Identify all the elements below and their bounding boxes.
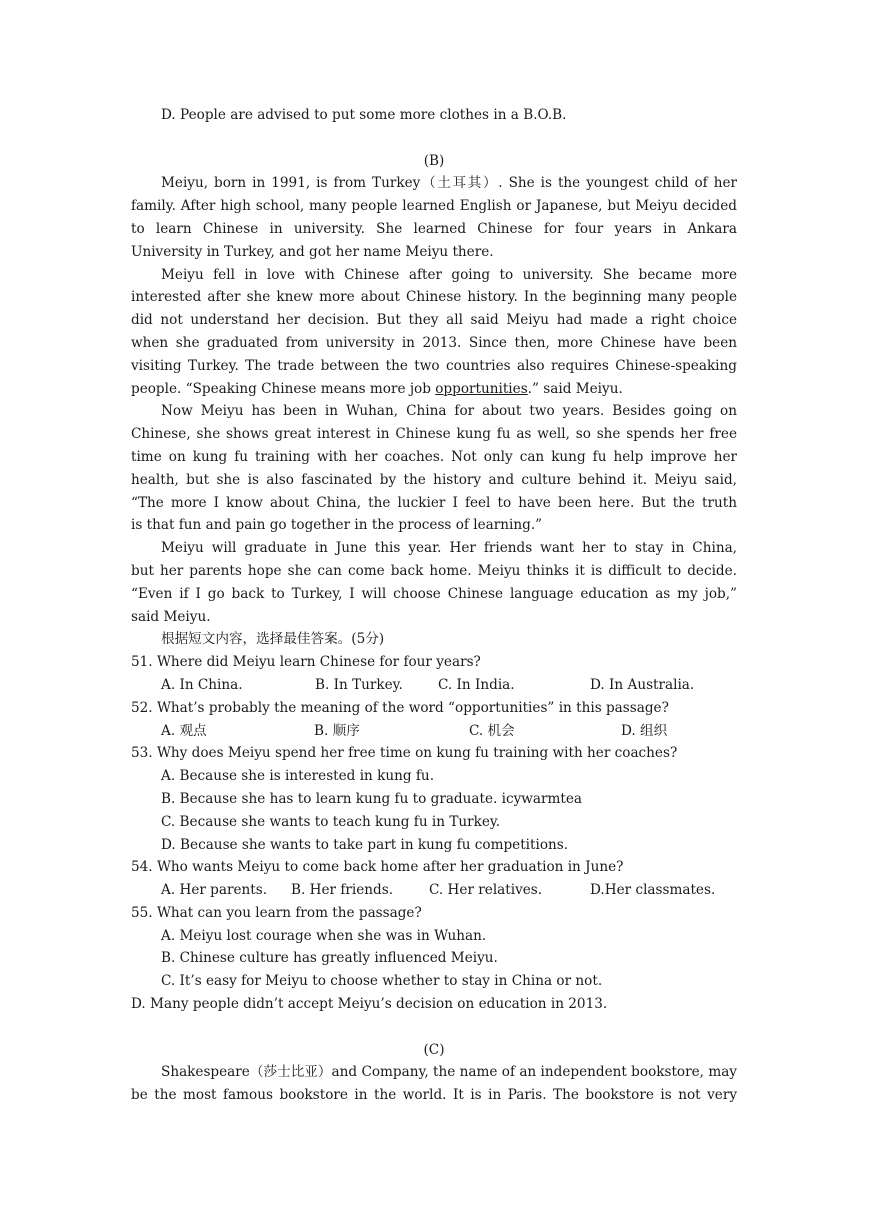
text-line: Chinese, she shows great interest in Chinese kung fu as well, so she spends her free — [131, 426, 737, 443]
option: A. Because she is interested in kung fu. — [161, 768, 435, 785]
text-line: time on kung fu training with her coaches. Not only can kung fu help improve her — [131, 448, 737, 465]
option: D. Many people didn’t accept Meiyu’s decision on education in 2013. — [131, 996, 608, 1013]
option: C. Because she wants to teach kung fu in Turkey. — [161, 813, 501, 830]
text-line: Shakespeare（莎士比亚）and Company, the name of an independent bookstore, may — [161, 1064, 737, 1081]
option: B. Chinese culture has greatly influenced Meiyu. — [161, 950, 498, 967]
section-c-label: (C) — [423, 1041, 445, 1058]
text-line: visiting Turkey. The trade between the two countries also requires Chinese-speaking — [131, 357, 737, 374]
question-options-inline — [131, 879, 737, 902]
text-segment: .” said Meiyu. — [527, 380, 623, 397]
text-line: “Even if I go back to Turkey, I will choose Chinese language education as my job,” — [131, 585, 737, 602]
section-b-paragraph-3 — [131, 400, 737, 537]
text-line-with-underline — [131, 378, 737, 401]
document-page — [131, 104, 737, 1107]
instruction-line: 根据短文内容，选择最佳答案。(5分) — [161, 631, 385, 648]
question-stem: 54. Who wants Meiyu to come back home after her graduation in June? — [131, 859, 624, 876]
option: A. In China. — [161, 676, 243, 693]
top-option-line: D. People are advised to put some more clothes in a B.O.B. — [161, 107, 567, 123]
option: B. In Turkey. — [315, 676, 403, 693]
question-stem: 52. What’s probably the meaning of the word “opportunities” in this passage? — [131, 699, 669, 716]
section-b-paragraph-1 — [131, 172, 737, 263]
text-line: but her parents hope she can come back home. Meiyu thinks it is difficult to decide. — [131, 562, 737, 579]
option: B. Because she has to learn kung fu to graduate. icywarmtea — [161, 790, 583, 807]
question-stem: 51. Where did Meiyu learn Chinese for four years? — [131, 654, 481, 671]
option: C. In India. — [438, 676, 515, 693]
section-b-label: (B) — [423, 152, 445, 169]
question-options-inline — [131, 674, 737, 697]
text-line: Meiyu, born in 1991, is from Turkey（土耳其）. She is the youngest child of her — [161, 175, 737, 192]
underlined-word: opportunities — [435, 380, 528, 397]
option: D.Her classmates. — [590, 882, 716, 899]
text-line: did not understand her decision. But they all said Meiyu had made a right choice — [131, 312, 737, 329]
text-line: is that fun and pain go together in the process of learning.” — [131, 517, 543, 534]
text-line: said Meiyu. — [131, 608, 211, 625]
option: D. In Australia. — [590, 676, 695, 693]
question-stem: 55. What can you learn from the passage? — [131, 904, 422, 921]
text-line: family. After high school, many people learned English or Japanese, but Meiyu decided — [131, 198, 737, 215]
text-line: “The more I know about China, the luckier I feel to have been here. But the truth — [131, 494, 737, 511]
option: A. Meiyu lost courage when she was in Wuhan. — [161, 927, 487, 944]
option: B. Her friends. — [291, 882, 394, 899]
text-line: health, but she is also fascinated by the history and culture behind it. Meiyu said, — [131, 471, 737, 488]
option: C. It’s easy for Meiyu to choose whether to stay in China or not. — [161, 973, 603, 990]
option: C. Her relatives. — [429, 882, 543, 899]
text-line: University in Turkey, and got her name Meiyu there. — [131, 243, 494, 260]
option: D. Because she wants to take part in kung fu competitions. — [161, 836, 569, 853]
section-b-paragraph-2 — [131, 264, 737, 401]
text-line: when she graduated from university in 2013. Since then, more Chinese have been — [131, 334, 737, 351]
text-line: interested after she knew more about Chinese history. In the beginning many people — [131, 289, 737, 306]
option: C. 机会 — [469, 722, 515, 739]
text-line: Meiyu fell in love with Chinese after going to university. She became more — [161, 266, 737, 283]
option: D. 组织 — [621, 722, 668, 739]
option: A. Her parents. — [161, 882, 268, 899]
option: B. 顺序 — [314, 722, 360, 739]
question-stem: 53. Why does Meiyu spend her free time on kung fu training with her coaches? — [131, 745, 678, 762]
text-segment: people. “Speaking Chinese means more job — [131, 380, 436, 397]
text-line: be the most famous bookstore in the world. It is in Paris. The bookstore is not very — [131, 1087, 737, 1104]
text-line: to learn Chinese in university. She learned Chinese for four years in Ankara — [131, 220, 737, 237]
section-b-paragraph-4 — [131, 537, 737, 628]
question-options-inline — [131, 720, 737, 743]
text-line: Now Meiyu has been in Wuhan, China for about two years. Besides going on — [161, 403, 737, 420]
option: A. 观点 — [161, 722, 207, 739]
text-line: Meiyu will graduate in June this year. Her friends want her to stay in China, — [161, 540, 737, 557]
